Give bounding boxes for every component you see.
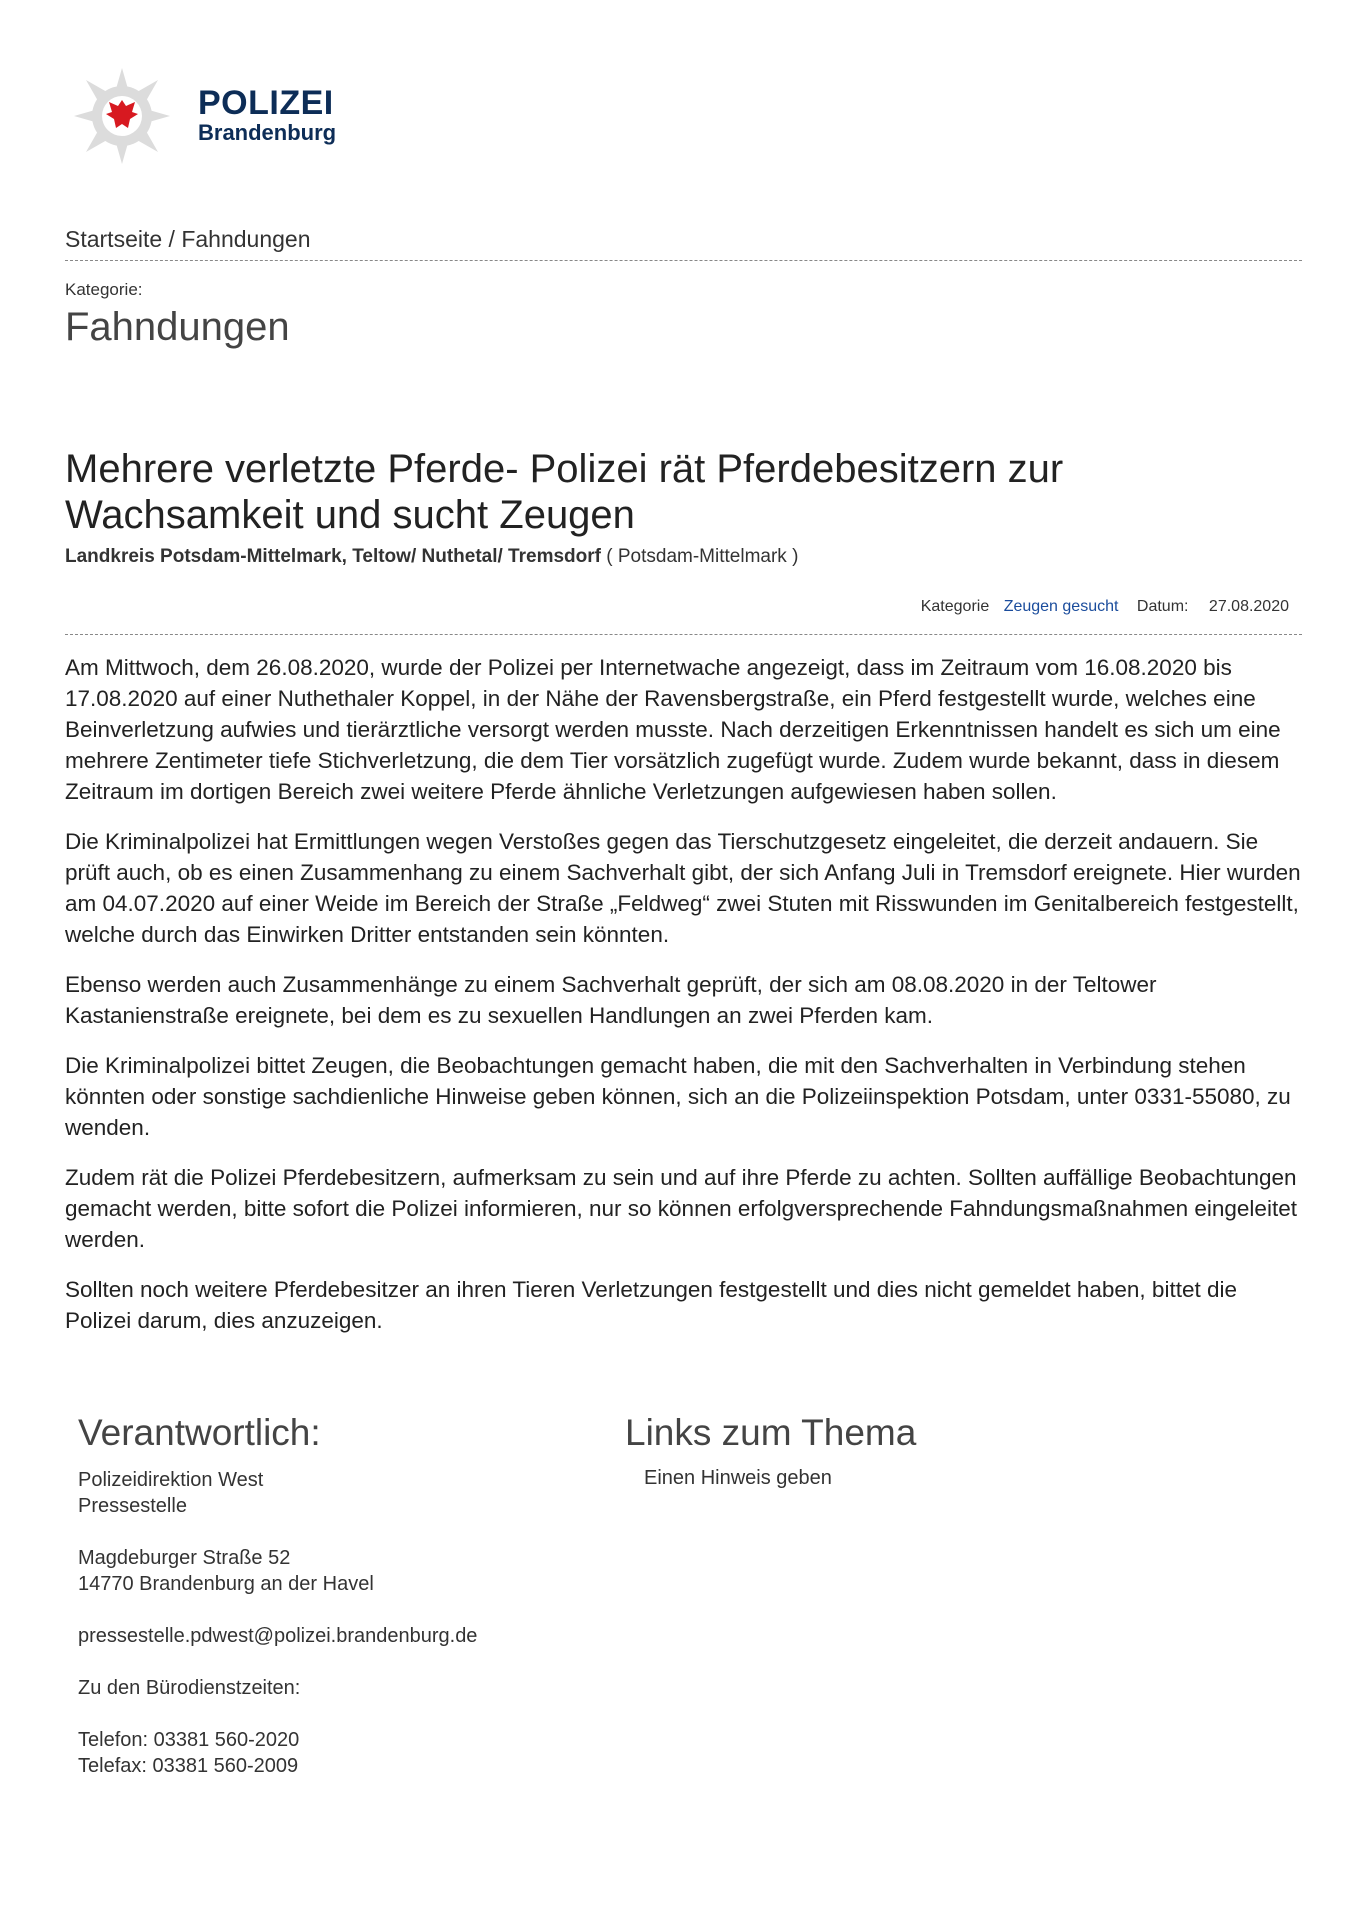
links-heading: Links zum Thema: [625, 1412, 917, 1453]
breadcrumb-separator: /: [168, 226, 175, 252]
contact-line: Pressestelle: [78, 1495, 187, 1517]
location-region: ( Potsdam-Mittelmark ): [606, 546, 799, 567]
article-location: [65, 546, 798, 568]
breadcrumb-divider: [65, 260, 1302, 261]
meta-category-label: Kategorie: [920, 598, 990, 615]
responsible-contact: [78, 1467, 477, 1779]
contact-line: Zu den Bürodienstzeiten:: [78, 1677, 301, 1699]
contact-line: Polizeidirektion West: [78, 1469, 264, 1491]
category-title: Fahndungen: [65, 305, 290, 349]
brand-name: POLIZEI: [198, 84, 334, 122]
breadcrumb-home-link[interactable]: Startseite: [65, 226, 163, 252]
meta-date-value: 27.08.2020: [1208, 598, 1289, 615]
article-body: [65, 652, 1305, 1355]
location-places: Landkreis Potsdam-Mittelmark, Teltow/ Nuthetal/ Tremsdorf: [65, 546, 601, 567]
links-list: [644, 1467, 832, 1490]
article-divider: [65, 634, 1302, 635]
brand-region: Brandenburg: [198, 120, 337, 145]
article-paragraph: Zudem rät die Polizei Pferdebesitzern, aufmerksam zu sein und auf ihre Pferde zu achten. Sollten auffällige Beobachtungen gemacht werden, bitte sofort die Polizei informieren, nur so können erfolgversprechende Fahndungsmaßnahmen eingeleitet werden.: [65, 1165, 1297, 1252]
contact-line: [78, 1701, 477, 1727]
meta-category-link[interactable]: Zeugen gesucht: [1003, 598, 1119, 615]
article-meta: [921, 598, 1289, 616]
contact-phone: Telefon: 03381 560-2020: [78, 1729, 300, 1751]
breadcrumb-current-link[interactable]: Fahndungen: [181, 226, 311, 252]
contact-line: [78, 1519, 477, 1545]
contact-line: Magdeburger Straße 52: [78, 1547, 291, 1569]
category-label: Kategorie:: [65, 280, 143, 299]
contact-email[interactable]: pressestelle.pdwest@polizei.brandenburg.de: [78, 1625, 478, 1647]
contact-fax: Telefax: 03381 560-2009: [78, 1755, 299, 1777]
article-paragraph: Die Kriminalpolizei bittet Zeugen, die Beobachtungen gemacht haben, die mit den Sachverhalten in Verbindung stehen könnten oder sonstige sachdienliche Hinweise geben können, sich an die Polizeiinspektion Potsdam, unter 0331-55080, zu wenden.: [65, 1053, 1291, 1140]
police-star-logo[interactable]: [72, 66, 172, 166]
brand-wordmark[interactable]: [198, 86, 336, 146]
link-give-hint[interactable]: Einen Hinweis geben: [644, 1467, 832, 1489]
breadcrumb: [65, 226, 311, 253]
contact-line: [78, 1597, 477, 1623]
responsible-heading: Verantwortlich:: [78, 1412, 321, 1453]
article-paragraph: Die Kriminalpolizei hat Ermittlungen wegen Verstoßes gegen das Tierschutzgesetz eingeleitet, die derzeit andauern. Sie prüft auch, ob es einen Zusammenhang zu einem Sachverhalt gibt, der sich Anfang Juli in Tremsdorf ereignete. Hier wurden am 04.07.2020 auf einer Weide im Bereich der Straße „Feldweg“ zwei Stuten mit Risswunden im Genitalbereich festgestellt, welche durch das Einwirken Dritter entstanden sein könnten.: [65, 829, 1301, 947]
article-paragraph: Ebenso werden auch Zusammenhänge zu einem Sachverhalt geprüft, der sich am 08.08.2020 in der Teltower Kastanienstraße ereignete, bei dem es zu sexuellen Handlungen an zwei Pferden kam.: [65, 972, 1157, 1028]
article-paragraph: Am Mittwoch, dem 26.08.2020, wurde der Polizei per Internetwache angezeigt, dass im Zeitraum vom 16.08.2020 bis 17.08.2020 auf einer Nuthethaler Koppel, in der Nähe der Ravensbergstraße, ein Pferd festgestellt wurde, welches eine Beinverletzung aufwies und tierärztliche versorgt werden musste. Nach derzeitigen Erkenntnissen handelt es sich um eine mehrere Zentimeter tiefe Stichverletzung, die dem Tier vorsätzlich zugefügt wurde. Zudem wurde bekannt, dass in diesem Zeitraum im dortigen Bereich zwei weitere Pferde ähnliche Verletzungen aufgewiesen haben sollen.: [65, 655, 1281, 804]
meta-date-label: Datum:: [1136, 598, 1189, 615]
contact-line: [78, 1649, 477, 1675]
article-paragraph: Sollten noch weitere Pferdebesitzer an ihren Tieren Verletzungen festgestellt und dies nicht gemeldet haben, bittet die Polizei darum, dies anzuzeigen.: [65, 1277, 1237, 1333]
article-title: Mehrere verletzte Pferde- Polizei rät Pferdebesitzern zur Wachsamkeit und sucht Zeugen: [65, 447, 1064, 537]
contact-line: 14770 Brandenburg an der Havel: [78, 1573, 374, 1595]
